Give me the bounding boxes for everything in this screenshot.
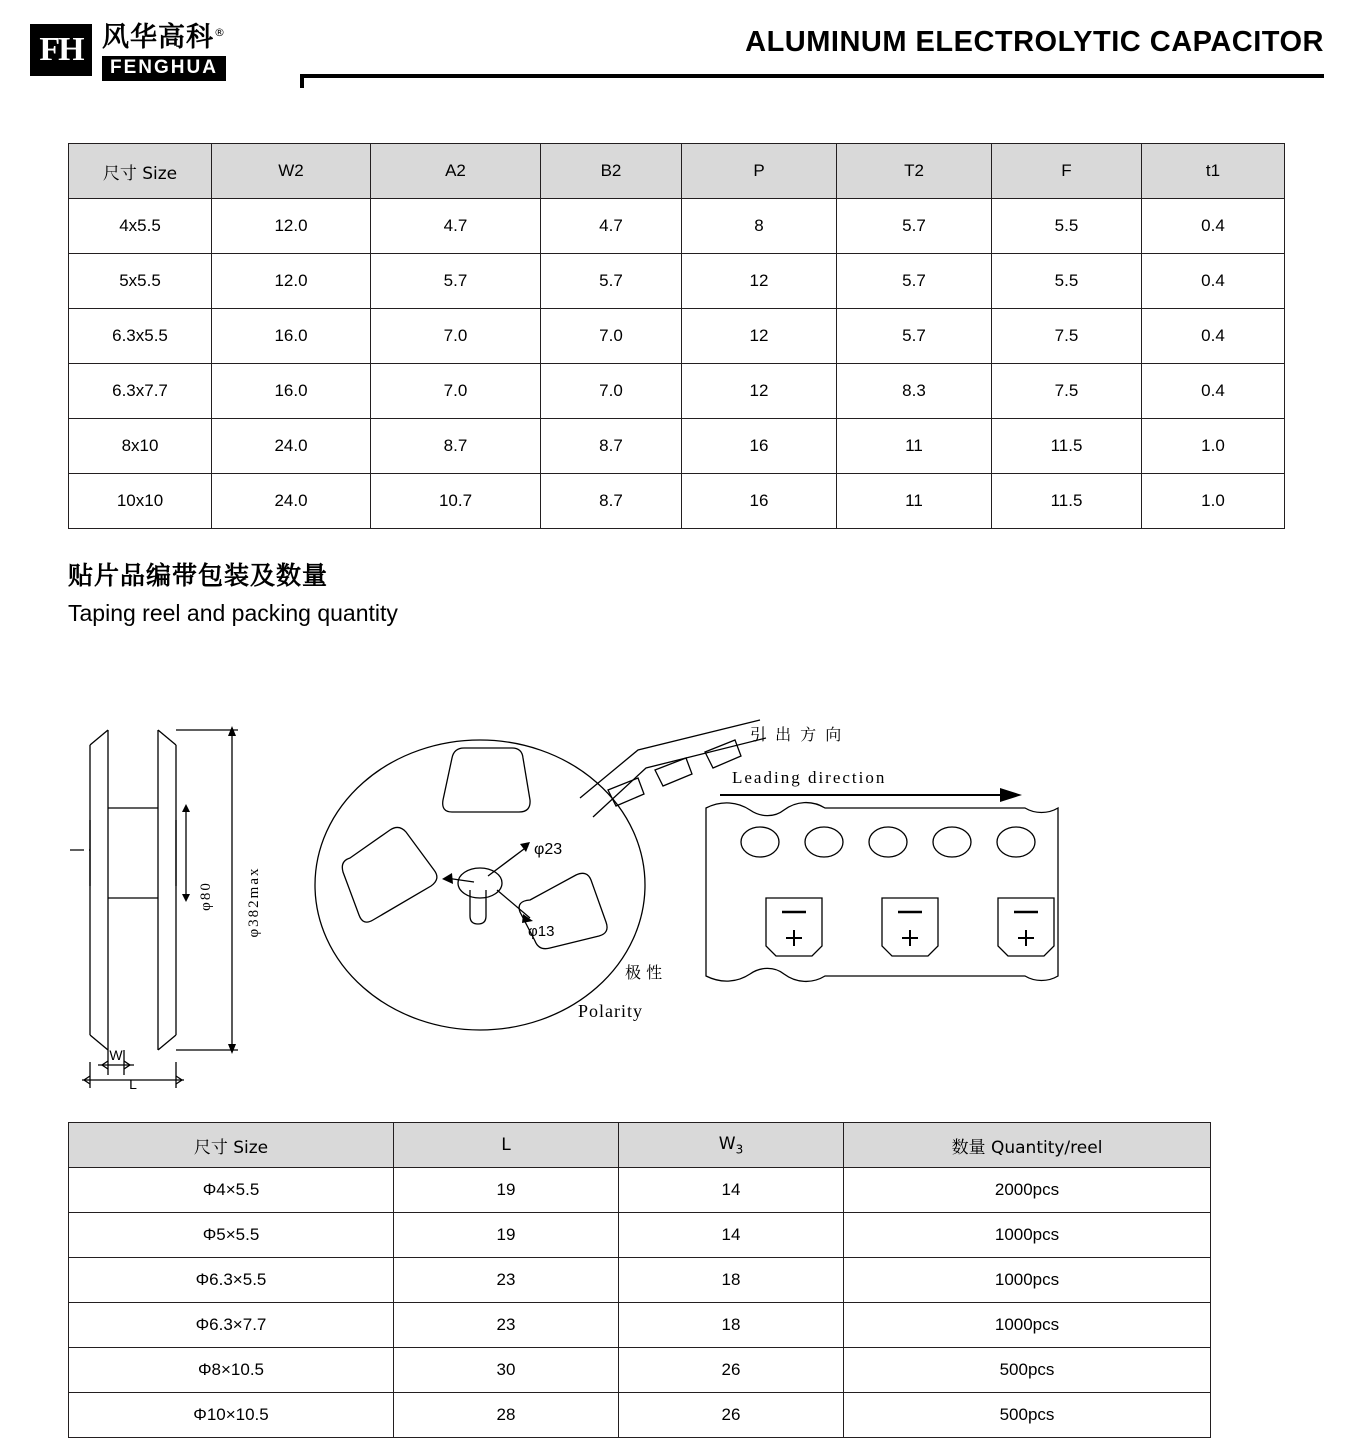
cell-f: 7.5 [992, 309, 1142, 364]
cell-size: 10x10 [69, 474, 212, 529]
table-row [69, 419, 1285, 474]
col-header-t1: t1 [1142, 144, 1285, 199]
cell-b2: 4.7 [541, 199, 682, 254]
table-row [69, 1213, 1211, 1258]
cell-w2: 24.0 [212, 419, 371, 474]
table-row [69, 254, 1285, 309]
cell-w2: 16.0 [212, 364, 371, 419]
cell-w3: 26 [619, 1348, 844, 1393]
cell-size: 6.3x5.5 [69, 309, 212, 364]
table-row [69, 1303, 1211, 1348]
cell-l: 23 [394, 1258, 619, 1303]
col-header-w3-sub: 3 [735, 1142, 744, 1157]
table-row [69, 1393, 1211, 1438]
cell-quantity: 1000pcs [844, 1258, 1211, 1303]
col-header-size: 尺寸 Size [69, 144, 212, 199]
table-header-row [69, 1123, 1211, 1168]
cell-a2: 10.7 [371, 474, 541, 529]
cell-t1: 0.4 [1142, 254, 1285, 309]
cell-a2: 8.7 [371, 419, 541, 474]
cell-l: 19 [394, 1213, 619, 1258]
taping-reel-diagram [60, 690, 1070, 1090]
hub-inner-hole-label: φ13 [528, 923, 555, 940]
cell-b2: 8.7 [541, 419, 682, 474]
cell-a2: 7.0 [371, 309, 541, 364]
cell-p: 8 [682, 199, 837, 254]
cell-t1: 0.4 [1142, 364, 1285, 419]
cell-quantity: 500pcs [844, 1393, 1211, 1438]
company-logo [30, 18, 226, 81]
cell-f: 11.5 [992, 419, 1142, 474]
cell-p: 16 [682, 419, 837, 474]
cell-w2: 16.0 [212, 309, 371, 364]
table-row [69, 309, 1285, 364]
cell-t1: 1.0 [1142, 474, 1285, 529]
col-header-t2: T2 [837, 144, 992, 199]
cell-size: Φ8×10.5 [69, 1348, 394, 1393]
cell-size: 4x5.5 [69, 199, 212, 254]
cell-t2: 5.7 [837, 199, 992, 254]
cell-w3: 18 [619, 1258, 844, 1303]
table-row [69, 474, 1285, 529]
cell-w3: 14 [619, 1213, 844, 1258]
cell-p: 12 [682, 309, 837, 364]
logo-english-name: FENGHUA [102, 56, 226, 81]
col-header-quantity: 数量 Quantity/reel [844, 1123, 1211, 1168]
fenghua-logo-icon [30, 24, 92, 76]
cell-quantity: 2000pcs [844, 1168, 1211, 1213]
cell-f: 5.5 [992, 199, 1142, 254]
table-header-row [69, 144, 1285, 199]
cell-size: Φ5×5.5 [69, 1213, 394, 1258]
hub-outer-hole-label: φ23 [534, 841, 563, 858]
polarity-label-english: Polarity [578, 1001, 643, 1021]
logo-glyph: FH [39, 30, 83, 68]
reel-outer-diameter-label: φ382max [246, 866, 262, 938]
cell-t1: 0.4 [1142, 309, 1285, 364]
dimension-table [68, 143, 1285, 529]
cell-l: 28 [394, 1393, 619, 1438]
cell-p: 12 [682, 364, 837, 419]
cell-t1: 0.4 [1142, 199, 1285, 254]
cell-w3: 26 [619, 1393, 844, 1438]
cell-quantity: 500pcs [844, 1348, 1211, 1393]
table-row [69, 1348, 1211, 1393]
cell-size: Φ6.3×5.5 [69, 1258, 394, 1303]
header-divider [300, 74, 1324, 78]
cell-t2: 11 [837, 419, 992, 474]
cell-w3: 14 [619, 1168, 844, 1213]
col-header-w3 [619, 1123, 844, 1168]
cell-l: 19 [394, 1168, 619, 1213]
leading-direction-label-chinese: 引 出 方 向 [750, 725, 844, 744]
header-divider-tick [300, 74, 304, 88]
cell-a2: 7.0 [371, 364, 541, 419]
logo-wordmark [102, 18, 226, 81]
col-header-a2: A2 [371, 144, 541, 199]
cell-f: 7.5 [992, 364, 1142, 419]
page-title: ALUMINUM ELECTROLYTIC CAPACITOR [745, 26, 1324, 58]
reel-width-w-label: W [109, 1047, 123, 1063]
leading-direction-label-english: Leading direction [732, 768, 887, 787]
packing-table [68, 1122, 1211, 1438]
cell-size: 8x10 [69, 419, 212, 474]
col-header-size: 尺寸 Size [69, 1123, 394, 1168]
cell-t2: 11 [837, 474, 992, 529]
cell-size: Φ4×5.5 [69, 1168, 394, 1213]
cell-a2: 5.7 [371, 254, 541, 309]
col-header-f: F [992, 144, 1142, 199]
cell-size: 5x5.5 [69, 254, 212, 309]
cell-t2: 5.7 [837, 254, 992, 309]
cell-quantity: 1000pcs [844, 1213, 1211, 1258]
col-header-w3-main: W [718, 1133, 736, 1154]
cell-size: Φ6.3×7.7 [69, 1303, 394, 1348]
cell-w2: 24.0 [212, 474, 371, 529]
cell-size: Φ10×10.5 [69, 1393, 394, 1438]
table-row [69, 1258, 1211, 1303]
cell-p: 12 [682, 254, 837, 309]
cell-quantity: 1000pcs [844, 1303, 1211, 1348]
logo-chinese-name [102, 18, 226, 53]
logo-chinese-text: 风华高科 [102, 22, 214, 53]
registered-trademark-icon: ® [214, 26, 226, 39]
taping-reel-svg [60, 690, 1070, 1090]
cell-w2: 12.0 [212, 199, 371, 254]
table-row [69, 364, 1285, 419]
cell-f: 5.5 [992, 254, 1142, 309]
cell-b2: 7.0 [541, 309, 682, 364]
col-header-b2: B2 [541, 144, 682, 199]
cell-l: 30 [394, 1348, 619, 1393]
cell-b2: 8.7 [541, 474, 682, 529]
polarity-label-chinese: 极 性 [625, 963, 663, 982]
cell-w2: 12.0 [212, 254, 371, 309]
table-row [69, 1168, 1211, 1213]
col-header-p: P [682, 144, 837, 199]
cell-a2: 4.7 [371, 199, 541, 254]
section-title-chinese: 贴片品编带包装及数量 [68, 561, 329, 590]
cell-w3: 18 [619, 1303, 844, 1348]
reel-width-l-label: L [129, 1076, 137, 1090]
table-row [69, 199, 1285, 254]
cell-p: 16 [682, 474, 837, 529]
cell-t2: 5.7 [837, 309, 992, 364]
cell-b2: 7.0 [541, 364, 682, 419]
reel-inner-diameter-label: φ80 [198, 881, 214, 911]
cell-b2: 5.7 [541, 254, 682, 309]
cell-size: 6.3x7.7 [69, 364, 212, 419]
cell-f: 11.5 [992, 474, 1142, 529]
section-title-english: Taping reel and packing quantity [68, 600, 398, 626]
col-header-l: L [394, 1123, 619, 1168]
page-header [0, 0, 1352, 105]
cell-t1: 1.0 [1142, 419, 1285, 474]
cell-l: 23 [394, 1303, 619, 1348]
cell-t2: 8.3 [837, 364, 992, 419]
col-header-w2: W2 [212, 144, 371, 199]
